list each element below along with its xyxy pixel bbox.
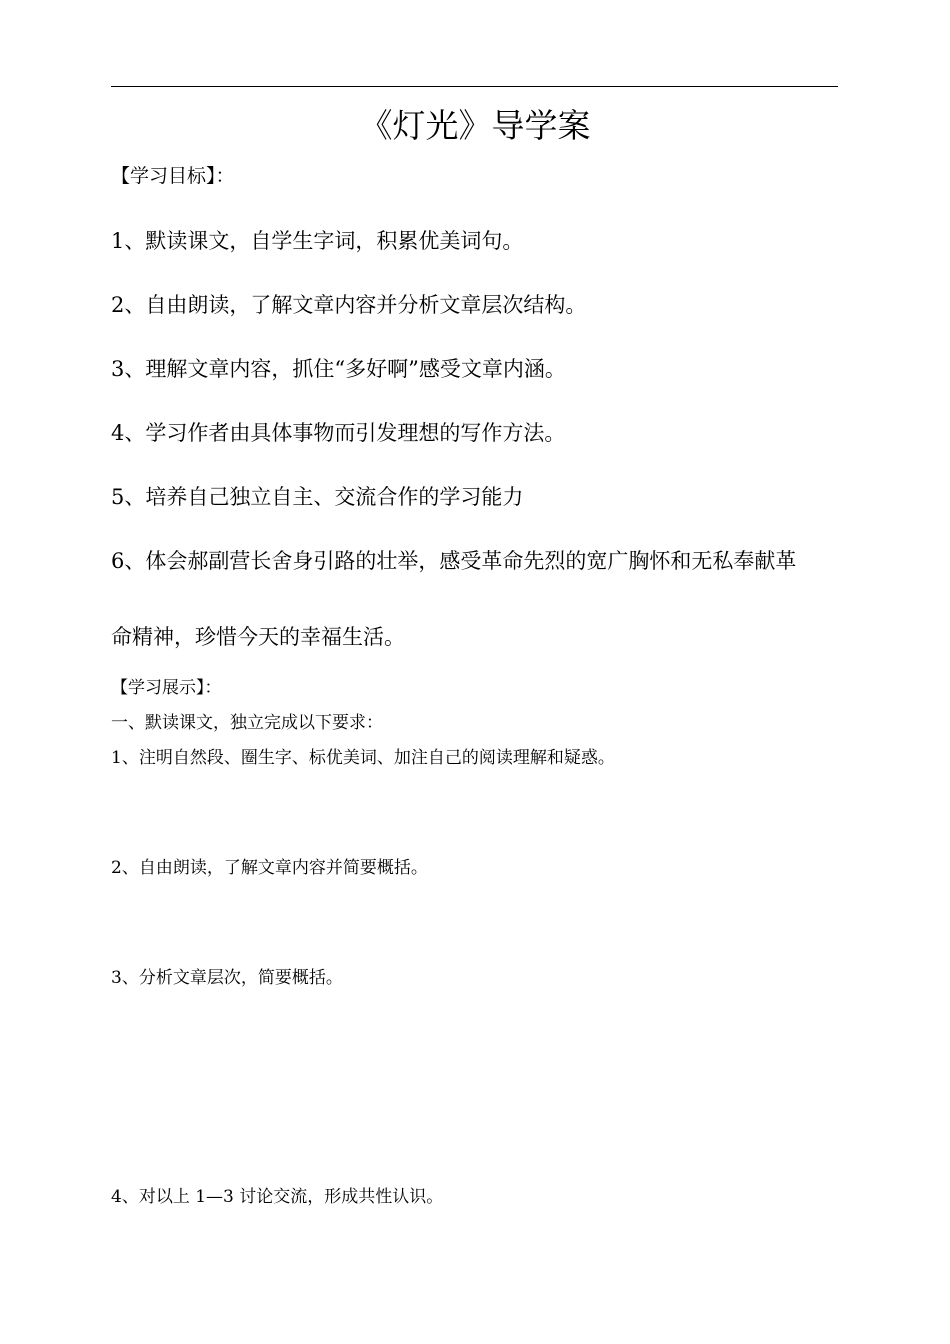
objective-item-3: 3、理解文章内容，抓住“多好啊”感受文章内涵。 [111, 357, 566, 381]
page-title: 《灯光》导学案 [359, 106, 591, 145]
display-intro: 一、默读课文，独立完成以下要求： [111, 713, 383, 733]
objective-item-6-continuation: 命精神，珍惜今天的幸福生活。 [111, 625, 405, 649]
objectives-heading: 【学习目标】： [111, 165, 235, 187]
display-heading: 【学习展示】： [111, 678, 222, 698]
header-rule [111, 86, 838, 87]
objective-item-5: 5、培养自己独立自主、交流合作的学习能力 [111, 485, 524, 509]
objective-item-1: 1、默读课文，自学生字词，积累优美词句。 [111, 229, 524, 253]
task-4: 4、对以上 1—3 讨论交流，形成共性认识。 [111, 1187, 444, 1207]
task-3: 3、分析文章层次，简要概括。 [111, 968, 343, 988]
objective-item-6: 6、体会郝副营长舍身引路的壮举，感受革命先烈的宽广胸怀和无私奉献革 [111, 549, 797, 573]
objective-item-2: 2、自由朗读，了解文章内容并分析文章层次结构。 [111, 293, 587, 317]
objective-item-4: 4、学习作者由具体事物而引发理想的写作方法。 [111, 421, 566, 445]
task-2: 2、自由朗读，了解文章内容并简要概括。 [111, 858, 428, 878]
task-1: 1、注明自然段、圈生字、标优美词、加注自己的阅读理解和疑惑。 [111, 748, 615, 768]
